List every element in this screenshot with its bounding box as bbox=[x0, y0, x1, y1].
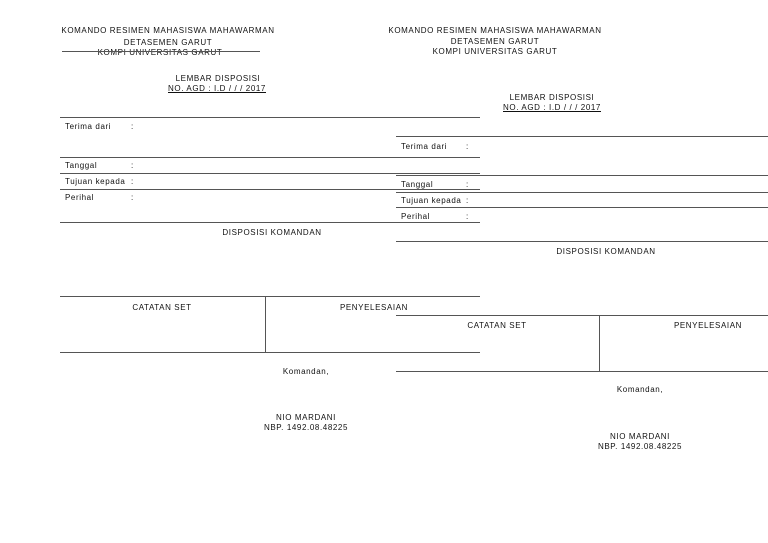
header-line3: KOMPI UNIVERSITAS GARUT bbox=[97, 48, 223, 57]
field-terima-dari-label: Terima dari bbox=[65, 122, 112, 131]
disposisi-heading: DISPOSISI KOMANDAN bbox=[222, 228, 322, 237]
header-line1: KOMANDO RESIMEN MAHASISWA MAHAWARMAN bbox=[61, 26, 275, 35]
signature-name: NIO MARDANI bbox=[276, 413, 336, 422]
table-top-line bbox=[396, 315, 768, 316]
header-line3: KOMPI UNIVERSITAS GARUT bbox=[432, 47, 558, 56]
field-tujuan-kepada-label: Tujuan kepada bbox=[65, 177, 126, 186]
divider-field bbox=[396, 207, 768, 208]
signature-nbp: NBP. 1492.08.48225 bbox=[263, 423, 349, 432]
column-catatan-set: CATATAN SET bbox=[132, 303, 192, 312]
form-title: LEMBAR DISPOSISI bbox=[509, 93, 595, 102]
column-catatan-set: CATATAN SET bbox=[467, 321, 527, 330]
field-colon: : bbox=[466, 142, 469, 151]
divider-field bbox=[396, 175, 768, 176]
table-column-divider bbox=[599, 315, 600, 371]
divider-top bbox=[396, 136, 768, 137]
field-colon: : bbox=[131, 193, 134, 202]
field-colon: : bbox=[466, 196, 469, 205]
divider-disposisi bbox=[396, 241, 768, 242]
header-line1: KOMANDO RESIMEN MAHASISWA MAHAWARMAN bbox=[388, 26, 602, 35]
form-title: LEMBAR DISPOSISI bbox=[175, 74, 261, 83]
form-number: NO. AGD : I.D / / / 2017 bbox=[168, 84, 266, 93]
form-number: NO. AGD : I.D / / / 2017 bbox=[503, 103, 601, 112]
signature-role: Komandan, bbox=[616, 385, 664, 394]
field-tanggal-label: Tanggal bbox=[401, 180, 434, 189]
column-penyelesaian: PENYELESAIAN bbox=[673, 321, 743, 330]
signature-role: Komandan, bbox=[282, 367, 330, 376]
signature-name: NIO MARDANI bbox=[610, 432, 670, 441]
field-terima-dari-label: Terima dari bbox=[401, 142, 448, 151]
field-perihal-label: Perihal bbox=[65, 193, 95, 202]
field-tanggal-label: Tanggal bbox=[65, 161, 98, 170]
field-colon: : bbox=[131, 122, 134, 131]
table-column-divider bbox=[265, 296, 266, 352]
table-bottom-line bbox=[396, 371, 768, 372]
header-line2: DETASEMEN GARUT bbox=[123, 38, 213, 47]
field-colon: : bbox=[131, 177, 134, 186]
field-colon: : bbox=[466, 212, 469, 221]
signature-nbp: NBP. 1492.08.48225 bbox=[597, 442, 683, 451]
header-strike-line bbox=[62, 51, 260, 52]
disposisi-heading: DISPOSISI KOMANDAN bbox=[556, 247, 656, 256]
field-colon: : bbox=[466, 180, 469, 189]
field-tujuan-kepada-label: Tujuan kepada bbox=[401, 196, 462, 205]
field-colon: : bbox=[131, 161, 134, 170]
column-penyelesaian: PENYELESAIAN bbox=[339, 303, 409, 312]
field-perihal-label: Perihal bbox=[401, 212, 431, 221]
divider-field bbox=[396, 192, 768, 193]
disposition-form-right bbox=[334, 0, 754, 543]
header-line2: DETASEMEN GARUT bbox=[450, 37, 540, 46]
